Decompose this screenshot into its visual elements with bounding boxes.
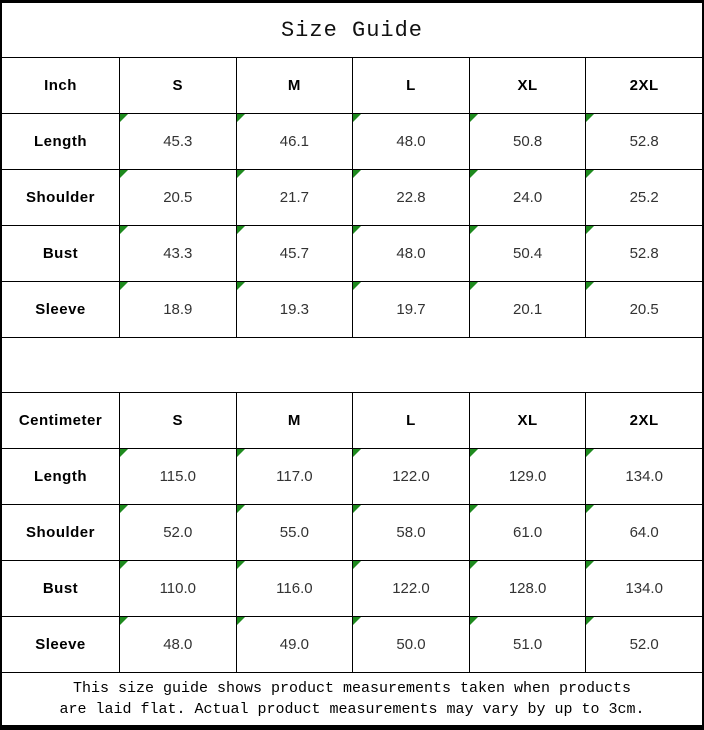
- value-cell: 116.0: [237, 561, 353, 616]
- value-cell: 19.3: [237, 282, 353, 337]
- cell-corner-flag-icon: [120, 505, 128, 513]
- value-cell: 50.0: [353, 617, 469, 672]
- value-cell: 19.7: [353, 282, 469, 337]
- value-cell: 61.0: [470, 505, 586, 560]
- value-cell: 45.3: [120, 114, 236, 169]
- row-label-bust: Bust: [2, 226, 119, 281]
- cell-corner-flag-icon: [470, 170, 478, 178]
- cell-corner-flag-icon: [586, 505, 594, 513]
- value-cell: 52.0: [586, 617, 702, 672]
- row-label-shoulder: Shoulder: [2, 505, 119, 560]
- row-label-shoulder: Shoulder: [2, 170, 119, 225]
- centimeter-table: [2, 392, 702, 673]
- value-cell: 52.0: [120, 505, 236, 560]
- page-title-text: Size Guide: [280, 17, 424, 43]
- row-label-length: Length: [2, 449, 119, 504]
- value-cell: 48.0: [120, 617, 236, 672]
- value-cell: 20.5: [586, 282, 702, 337]
- value-cell: 45.7: [237, 226, 353, 281]
- value-cell: 46.1: [237, 114, 353, 169]
- cell-corner-flag-icon: [120, 282, 128, 290]
- header-cell-centimeter: Centimeter: [2, 393, 119, 448]
- value-cell: 52.8: [586, 114, 702, 169]
- cell-corner-flag-icon: [120, 114, 128, 122]
- cell-corner-flag-icon: [470, 226, 478, 234]
- value-cell: 129.0: [470, 449, 586, 504]
- footer-note-line1: This size guide shows product measurements taken when products: [72, 680, 632, 697]
- row-label-bust: Bust: [2, 561, 119, 616]
- cell-corner-flag-icon: [470, 282, 478, 290]
- cell-corner-flag-icon: [353, 282, 361, 290]
- header-cell-m: M: [237, 393, 353, 448]
- row-label-sleeve: Sleeve: [2, 617, 119, 672]
- header-cell-inch: Inch: [2, 58, 119, 113]
- header-cell-l: L: [353, 58, 469, 113]
- cell-corner-flag-icon: [586, 449, 594, 457]
- cell-corner-flag-icon: [353, 114, 361, 122]
- row-label-length: Length: [2, 114, 119, 169]
- footer-note: [2, 673, 702, 725]
- value-cell: 117.0: [237, 449, 353, 504]
- cell-corner-flag-icon: [470, 617, 478, 625]
- value-cell: 22.8: [353, 170, 469, 225]
- value-cell: 20.1: [470, 282, 586, 337]
- value-cell: 110.0: [120, 561, 236, 616]
- value-cell: 52.8: [586, 226, 702, 281]
- header-cell-xl: XL: [470, 58, 586, 113]
- value-cell: 20.5: [120, 170, 236, 225]
- value-cell: 51.0: [470, 617, 586, 672]
- header-cell-2xl: 2XL: [586, 58, 702, 113]
- value-cell: 115.0: [120, 449, 236, 504]
- value-cell: 134.0: [586, 561, 702, 616]
- cell-corner-flag-icon: [237, 170, 245, 178]
- header-cell-s: S: [120, 58, 236, 113]
- cell-corner-flag-icon: [237, 282, 245, 290]
- cell-corner-flag-icon: [237, 449, 245, 457]
- cell-corner-flag-icon: [353, 617, 361, 625]
- value-cell: 122.0: [353, 449, 469, 504]
- header-cell-xl: XL: [470, 393, 586, 448]
- header-cell-m: M: [237, 58, 353, 113]
- cell-corner-flag-icon: [353, 505, 361, 513]
- cell-corner-flag-icon: [353, 170, 361, 178]
- cell-corner-flag-icon: [586, 561, 594, 569]
- header-cell-2xl: 2XL: [586, 393, 702, 448]
- value-cell: 128.0: [470, 561, 586, 616]
- value-cell: 25.2: [586, 170, 702, 225]
- cell-corner-flag-icon: [120, 561, 128, 569]
- cell-corner-flag-icon: [120, 617, 128, 625]
- value-cell: 58.0: [353, 505, 469, 560]
- value-cell: 48.0: [353, 114, 469, 169]
- cell-corner-flag-icon: [353, 226, 361, 234]
- row-label-sleeve: Sleeve: [2, 282, 119, 337]
- cell-corner-flag-icon: [237, 505, 245, 513]
- value-cell: 50.8: [470, 114, 586, 169]
- cell-corner-flag-icon: [237, 561, 245, 569]
- cell-corner-flag-icon: [470, 114, 478, 122]
- cell-corner-flag-icon: [353, 561, 361, 569]
- value-cell: 48.0: [353, 226, 469, 281]
- header-cell-s: S: [120, 393, 236, 448]
- inch-table: [2, 57, 702, 338]
- cell-corner-flag-icon: [586, 617, 594, 625]
- cell-corner-flag-icon: [237, 617, 245, 625]
- spacer-row: [2, 338, 702, 392]
- cell-corner-flag-icon: [237, 114, 245, 122]
- cell-corner-flag-icon: [120, 226, 128, 234]
- cell-corner-flag-icon: [120, 170, 128, 178]
- cell-corner-flag-icon: [586, 170, 594, 178]
- value-cell: 55.0: [237, 505, 353, 560]
- footer-note-line2: are laid flat. Actual product measurements may vary by up to 3cm.: [59, 701, 645, 718]
- value-cell: 50.4: [470, 226, 586, 281]
- value-cell: 122.0: [353, 561, 469, 616]
- cell-corner-flag-icon: [586, 282, 594, 290]
- value-cell: 49.0: [237, 617, 353, 672]
- cell-corner-flag-icon: [120, 449, 128, 457]
- value-cell: 134.0: [586, 449, 702, 504]
- cell-corner-flag-icon: [470, 505, 478, 513]
- cell-corner-flag-icon: [470, 449, 478, 457]
- value-cell: 18.9: [120, 282, 236, 337]
- cell-corner-flag-icon: [353, 449, 361, 457]
- header-cell-l: L: [353, 393, 469, 448]
- page-title: [2, 3, 702, 57]
- value-cell: 24.0: [470, 170, 586, 225]
- cell-corner-flag-icon: [237, 226, 245, 234]
- cell-corner-flag-icon: [470, 561, 478, 569]
- value-cell: 64.0: [586, 505, 702, 560]
- value-cell: 21.7: [237, 170, 353, 225]
- cell-corner-flag-icon: [586, 226, 594, 234]
- value-cell: 43.3: [120, 226, 236, 281]
- cell-corner-flag-icon: [586, 114, 594, 122]
